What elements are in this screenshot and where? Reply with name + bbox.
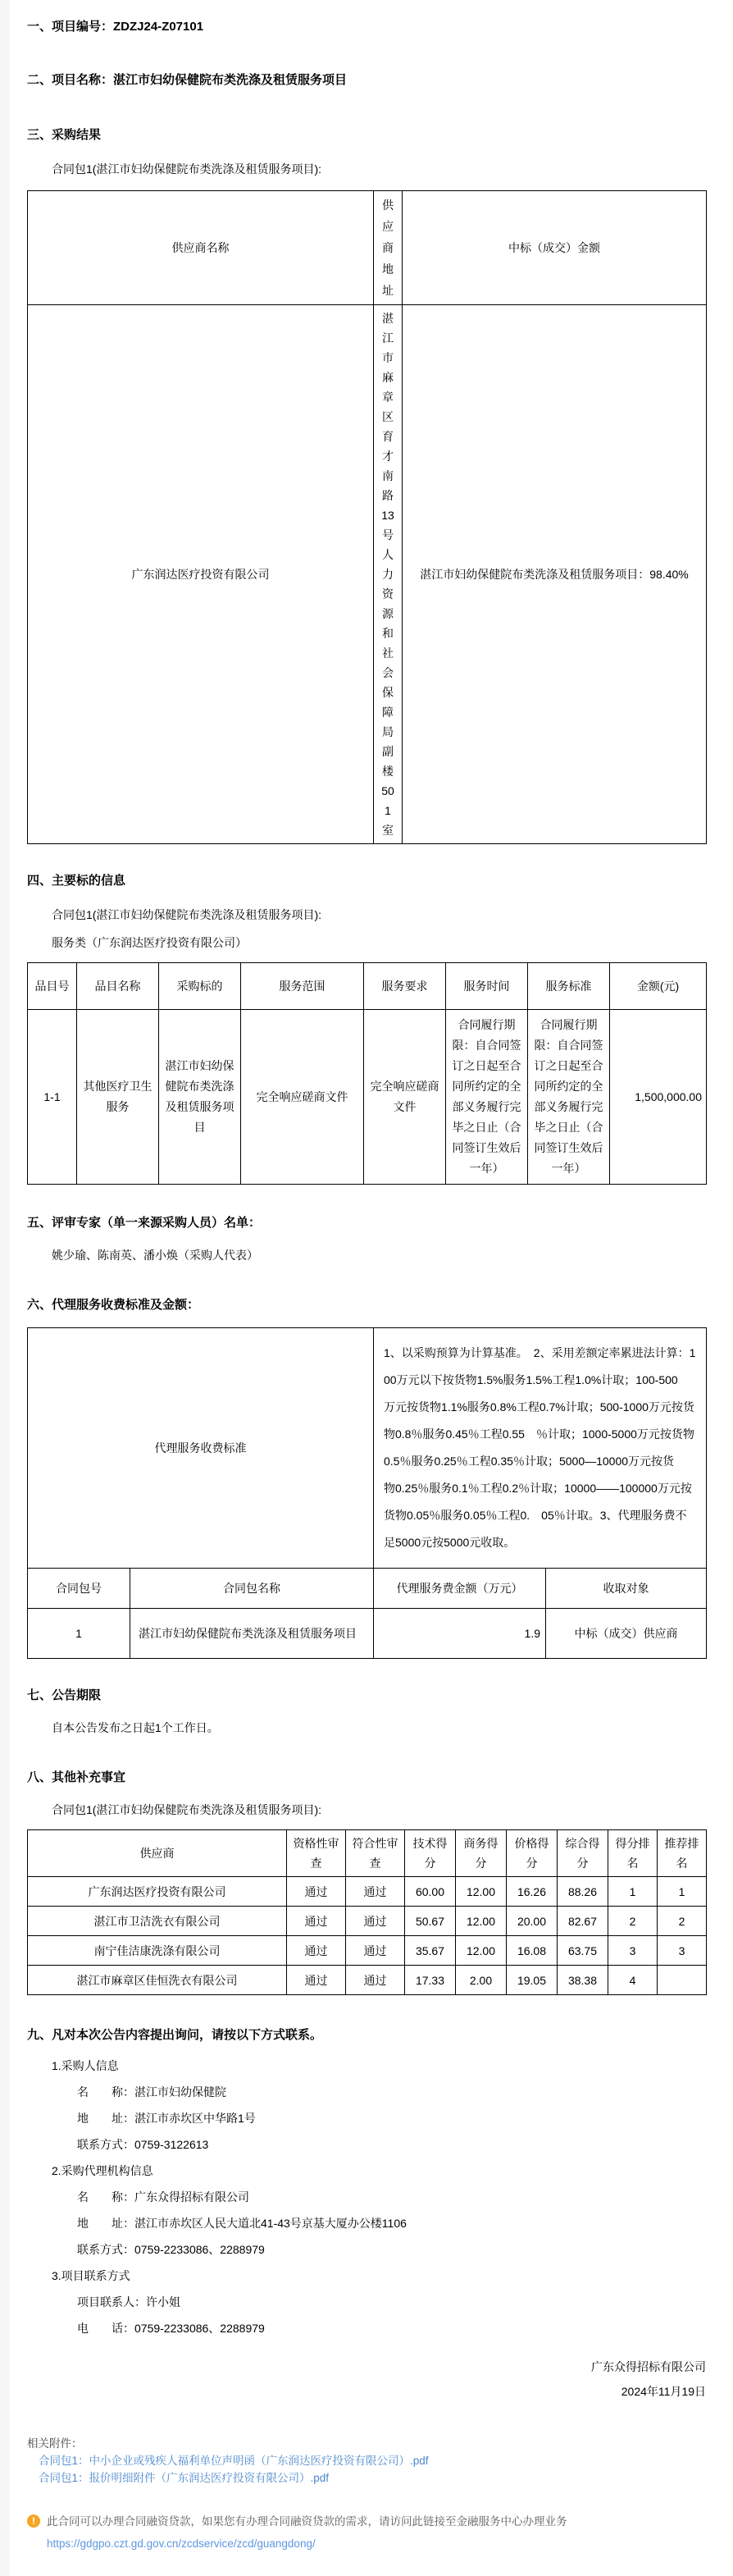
fee-cell-fee-amount: 1.9 bbox=[374, 1609, 546, 1659]
evaluation-row-4 bbox=[28, 1966, 707, 1995]
eval-cell-qualification: 通过 bbox=[287, 1907, 346, 1936]
result-table-header-row bbox=[28, 191, 707, 305]
eval-header-recommend-rank: 推荐排名 bbox=[658, 1830, 707, 1877]
result-cell-award-amount: 湛江市妇幼保健院布类洗涤及租赁服务项目：98.40% bbox=[403, 305, 707, 844]
section-review-experts: 五、评审专家（单一来源采购人员）名单： bbox=[27, 1216, 262, 1230]
eval-cell-business: 12.00 bbox=[456, 1877, 507, 1907]
contacts-block bbox=[27, 2053, 706, 2341]
expert-names-line: 姚少瑜、陈南英、潘小焕（采购人代表） bbox=[52, 1249, 258, 1262]
fee-header-fee-amount: 代理服务费金额（万元） bbox=[374, 1569, 546, 1609]
buyer-info-heading: 1.采购人信息 bbox=[52, 2059, 119, 2072]
section-procurement-result: 三、采购结果 bbox=[27, 128, 102, 142]
eval-cell-supplier: 湛江市麻章区佳恒洗衣有限公司 bbox=[28, 1966, 287, 1995]
subject-package-line: 合同包1(湛江市妇幼保健院布类洗涤及租赁服务项目): bbox=[52, 908, 321, 921]
subject-table-row bbox=[28, 1010, 707, 1185]
agency-address: 地 址：湛江市赤坎区人民大道北41-43号京基大厦办公楼1106 bbox=[77, 2217, 407, 2230]
eval-cell-recommend-rank: 3 bbox=[658, 1936, 707, 1966]
subject-header-amount: 金额(元) bbox=[610, 963, 707, 1010]
attachments-block bbox=[27, 2435, 706, 2487]
finance-notice-text: 此合同可以办理合同融资贷款，如果您有办理合同融资贷款的需求，请访问此链接至金融服务中心办理业务 bbox=[47, 2515, 567, 2528]
section-other-supplementary: 八、其他补充事宜 bbox=[27, 1770, 126, 1784]
subject-category-line: 服务类（广东润达医疗投资有限公司） bbox=[52, 936, 247, 949]
eval-cell-price: 19.05 bbox=[507, 1966, 558, 1995]
result-header-supplier-address: 供应商地址 bbox=[374, 191, 403, 305]
attachment-link-quotation-pdf[interactable]: 合同包1：报价明细附件（广东润达医疗投资有限公司）.pdf bbox=[39, 2471, 330, 2484]
section-agency-fee: 六、代理服务收费标准及金额： bbox=[27, 1298, 200, 1312]
agency-info-heading: 2.采购代理机构信息 bbox=[52, 2164, 153, 2177]
eval-cell-qualification: 通过 bbox=[287, 1877, 346, 1907]
eval-cell-technical: 60.00 bbox=[405, 1877, 456, 1907]
attachment-link-declaration-pdf[interactable]: 合同包1：中小企业或残疾人福利单位声明函（广东润达医疗投资有限公司）.pdf bbox=[39, 2455, 429, 2467]
eval-header-price-score: 价格得分 bbox=[507, 1830, 558, 1877]
subject-cell-item-no: 1-1 bbox=[28, 1010, 77, 1185]
subject-table bbox=[27, 962, 707, 1185]
section-project-number: 一、项目编号：ZDZJ24-Z07101 bbox=[27, 20, 204, 34]
eval-header-business-score: 商务得分 bbox=[456, 1830, 507, 1877]
eval-cell-supplier: 湛江市卫洁洗衣有限公司 bbox=[28, 1907, 287, 1936]
subject-cell-item-name: 其他医疗卫生服务 bbox=[77, 1010, 159, 1185]
fee-table-row bbox=[28, 1609, 707, 1659]
agency-fee-table bbox=[27, 1327, 707, 1659]
fee-cell-package-no: 1 bbox=[28, 1609, 130, 1659]
result-cell-supplier-name: 广东润达医疗投资有限公司 bbox=[28, 305, 374, 844]
eval-cell-price: 16.08 bbox=[507, 1936, 558, 1966]
evaluation-row-2 bbox=[28, 1907, 707, 1936]
eval-cell-score-rank: 1 bbox=[608, 1877, 658, 1907]
subject-header-scope: 服务范围 bbox=[241, 963, 364, 1010]
result-table bbox=[27, 190, 707, 844]
eval-cell-supplier: 广东润达医疗投资有限公司 bbox=[28, 1877, 287, 1907]
fee-cell-package-name: 湛江市妇幼保健院布类洗涤及租赁服务项目 bbox=[130, 1609, 374, 1659]
eval-cell-total: 63.75 bbox=[558, 1936, 608, 1966]
subject-header-time: 服务时间 bbox=[446, 963, 528, 1010]
eval-cell-business: 12.00 bbox=[456, 1907, 507, 1936]
subject-header-standard: 服务标准 bbox=[528, 963, 610, 1010]
eval-cell-total: 88.26 bbox=[558, 1877, 608, 1907]
eval-cell-technical: 50.67 bbox=[405, 1907, 456, 1936]
eval-cell-conformity: 通过 bbox=[346, 1936, 405, 1966]
signature-company: 广东众得招标有限公司 bbox=[591, 2360, 706, 2373]
result-cell-supplier-address: 湛江市麻章区育才南路13号人力资源和社会保障局副楼501室 bbox=[374, 305, 403, 844]
eval-header-qualification-review: 资格性审查 bbox=[287, 1830, 346, 1877]
eval-header-technical-score: 技术得分 bbox=[405, 1830, 456, 1877]
buyer-address: 地 址：湛江市赤坎区中华路1号 bbox=[77, 2112, 256, 2125]
result-package-line: 合同包1(湛江市妇幼保健院布类洗涤及租赁服务项目): bbox=[52, 162, 321, 176]
buyer-telephone: 联系方式：0759-3122613 bbox=[77, 2138, 209, 2151]
eval-cell-recommend-rank bbox=[658, 1966, 707, 1995]
eval-cell-score-rank: 4 bbox=[608, 1966, 658, 1995]
section-contact-info: 九、凡对本次公告内容提出询问，请按以下方式联系。 bbox=[27, 2028, 323, 2042]
signature-date: 2024年11月19日 bbox=[621, 2385, 706, 2398]
evaluation-row-3 bbox=[28, 1936, 707, 1966]
subject-header-requirement: 服务要求 bbox=[364, 963, 446, 1010]
signature-block bbox=[27, 2354, 706, 2404]
eval-cell-conformity: 通过 bbox=[346, 1877, 405, 1907]
fee-standard-text: 1、以采购预算为计算基准。 2、采用差额定率累进法计算：100万元以下按货物1.5%服务1.5%工程1.0%计取；100-500 万元按货物1.1%服务0.8%工程0.7%计取；500-1000万元按货物0.8％服务0.45％工程0.55 ％计取；1000-5000万元按货物0.5％服务0.25％工程0.35％计取；5000—10000万元按货 物0.25％服务0.1％工程0.2％计取；10000——100000万元按货物0.05％服务0.05％工程0. 05％计取。3、代理服务费不足5000元按5000元收取。 bbox=[374, 1328, 707, 1569]
result-header-award-amount: 中标（成交）金额 bbox=[403, 191, 707, 305]
eval-cell-conformity: 通过 bbox=[346, 1907, 405, 1936]
fee-standard-row bbox=[28, 1328, 707, 1569]
project-telephone: 电 话：0759-2233086、2288979 bbox=[77, 2322, 265, 2335]
subject-cell-standard: 合同履行期限：自合同签订之日起至合同所约定的全部义务履行完毕之日止（合同签订生效后一年） bbox=[528, 1010, 610, 1185]
eval-cell-score-rank: 2 bbox=[608, 1907, 658, 1936]
subject-header-item-no: 品目号 bbox=[28, 963, 77, 1010]
evaluation-table-header-row bbox=[28, 1830, 707, 1877]
subject-header-item-name: 品目名称 bbox=[77, 963, 159, 1010]
announcement-period-text: 自本公告发布之日起1个工作日。 bbox=[52, 1721, 219, 1734]
fee-header-payer: 收取对象 bbox=[546, 1569, 707, 1609]
agency-name: 名 称：广东众得招标有限公司 bbox=[77, 2190, 249, 2204]
project-contact-heading: 3.项目联系方式 bbox=[52, 2269, 130, 2282]
eval-cell-technical: 35.67 bbox=[405, 1936, 456, 1966]
eval-cell-conformity: 通过 bbox=[346, 1966, 405, 1995]
section-main-subject-info: 四、主要标的信息 bbox=[27, 874, 126, 888]
eval-cell-supplier: 南宁佳洁康洗涤有限公司 bbox=[28, 1936, 287, 1966]
eval-cell-qualification: 通过 bbox=[287, 1966, 346, 1995]
finance-service-url-link[interactable]: https://gdgpo.czt.gd.gov.cn/zcdservice/zcd/guangdong/ bbox=[47, 2537, 316, 2550]
eval-cell-price: 20.00 bbox=[507, 1907, 558, 1936]
eval-cell-technical: 17.33 bbox=[405, 1966, 456, 1995]
eval-header-total-score: 综合得分 bbox=[558, 1830, 608, 1877]
eval-header-supplier: 供应商 bbox=[28, 1830, 287, 1877]
evaluation-table bbox=[27, 1829, 707, 1995]
eval-cell-recommend-rank: 2 bbox=[658, 1907, 707, 1936]
result-header-supplier-name: 供应商名称 bbox=[28, 191, 374, 305]
finance-notice bbox=[27, 2514, 706, 2529]
agency-telephone: 联系方式：0759-2233086、2288979 bbox=[77, 2243, 265, 2256]
fee-standard-label: 代理服务收费标准 bbox=[28, 1328, 374, 1569]
eval-header-score-rank: 得分排名 bbox=[608, 1830, 658, 1877]
fee-header-package-name: 合同包名称 bbox=[130, 1569, 374, 1609]
subject-cell-amount: 1,500,000.00 bbox=[610, 1010, 707, 1185]
section-project-name: 二、项目名称：湛江市妇幼保健院布类洗涤及租赁服务项目 bbox=[27, 73, 348, 87]
eval-cell-total: 38.38 bbox=[558, 1966, 608, 1995]
fee-cell-payer: 中标（成交）供应商 bbox=[546, 1609, 707, 1659]
subject-cell-requirement: 完全响应磋商文件 bbox=[364, 1010, 446, 1185]
supplementary-package-line: 合同包1(湛江市妇幼保健院布类洗涤及租赁服务项目): bbox=[52, 1803, 321, 1816]
subject-table-header-row bbox=[28, 963, 707, 1010]
eval-cell-total: 82.67 bbox=[558, 1907, 608, 1936]
eval-cell-business: 2.00 bbox=[456, 1966, 507, 1995]
attachments-label: 相关附件： bbox=[27, 2437, 83, 2450]
buyer-name: 名 称：湛江市妇幼保健院 bbox=[77, 2085, 226, 2099]
warning-exclamation-icon: ! bbox=[27, 2514, 40, 2528]
section-announcement-period: 七、公告期限 bbox=[27, 1688, 102, 1702]
fee-table-header-row bbox=[28, 1569, 707, 1609]
eval-cell-recommend-rank: 1 bbox=[658, 1877, 707, 1907]
eval-cell-price: 16.26 bbox=[507, 1877, 558, 1907]
evaluation-row-1 bbox=[28, 1877, 707, 1907]
subject-header-subject: 采购标的 bbox=[159, 963, 241, 1010]
eval-cell-score-rank: 3 bbox=[608, 1936, 658, 1966]
subject-cell-subject: 湛江市妇幼保健院布类洗涤及租赁服务项目 bbox=[159, 1010, 241, 1185]
eval-cell-qualification: 通过 bbox=[287, 1936, 346, 1966]
subject-cell-time: 合同履行期限：自合同签订之日起至合同所约定的全部义务履行完毕之日止（合同签订生效后一年） bbox=[446, 1010, 528, 1185]
subject-cell-scope: 完全响应磋商文件 bbox=[241, 1010, 364, 1185]
eval-cell-business: 12.00 bbox=[456, 1936, 507, 1966]
fee-header-package-no: 合同包号 bbox=[28, 1569, 130, 1609]
result-table-row bbox=[28, 305, 707, 844]
eval-header-conformity-review: 符合性审查 bbox=[346, 1830, 405, 1877]
project-contact-person: 项目联系人：许小姐 bbox=[77, 2295, 180, 2309]
